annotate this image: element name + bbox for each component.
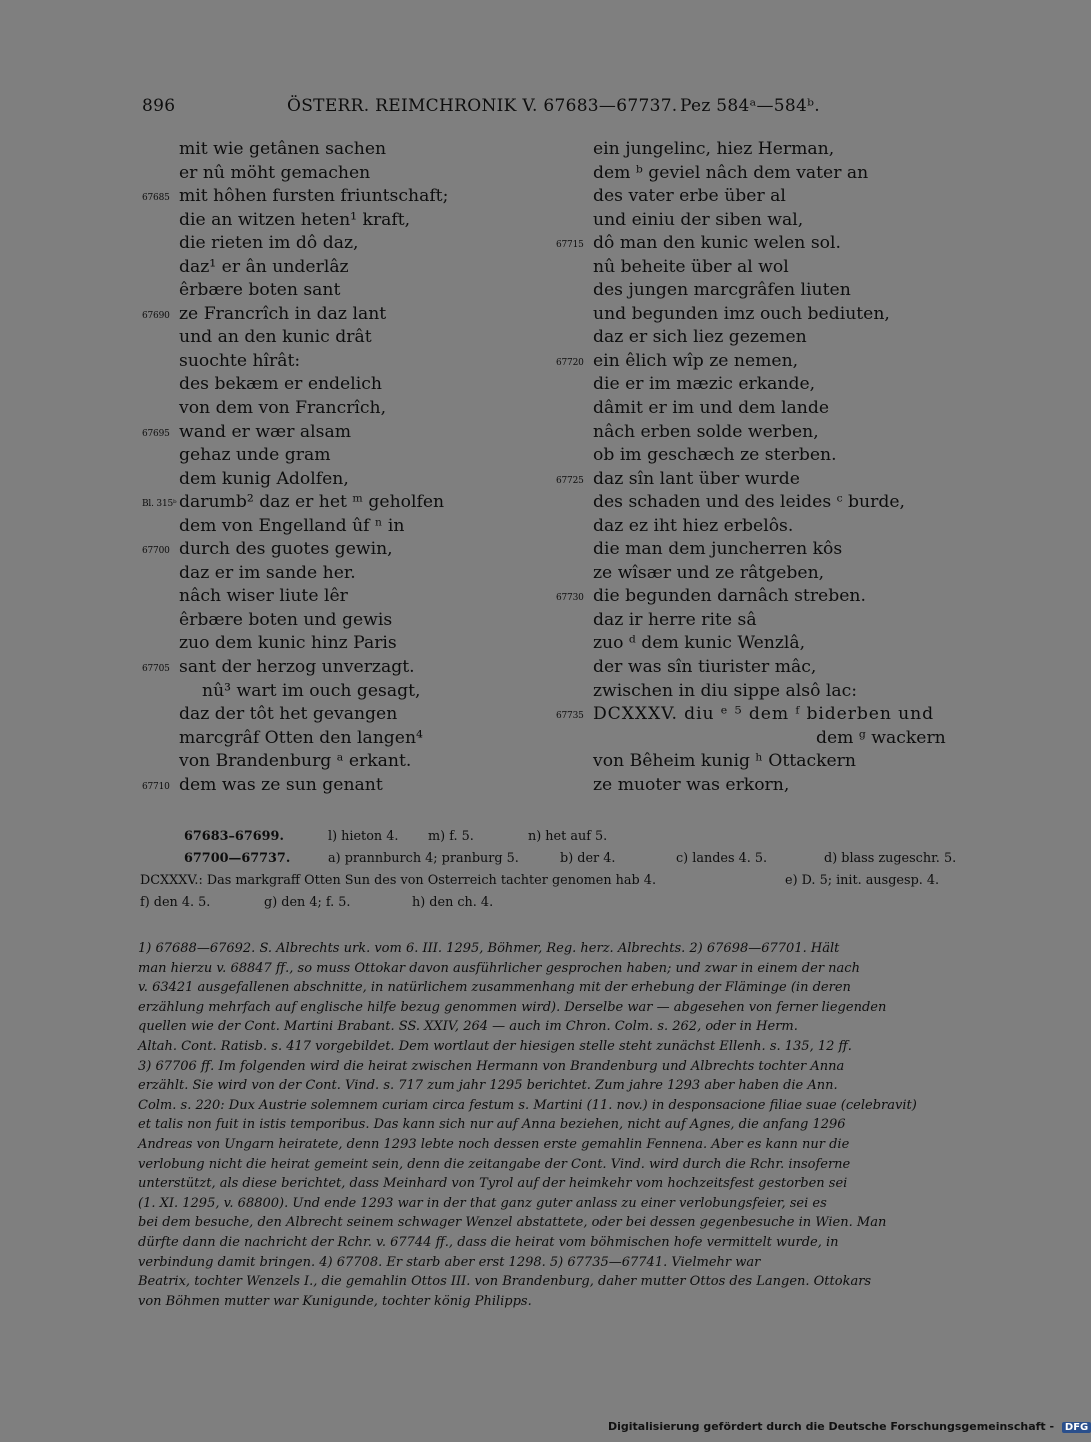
verse-text: ob im geschæch ze sterben. [593, 445, 837, 466]
verse-text: mit wie getânen sachen [179, 139, 387, 159]
verse-line [142, 703, 487, 727]
verse-text: des vater erbe über al [593, 186, 786, 207]
verse-text: und begunden imz ouch bediuten, [593, 303, 890, 324]
footnote-line: Altah. Cont. Ratisb. s. 417 vorgebildet. Dem wortlaut der hiesigen stelle steht zunächst Ellenh. s. 135, 12 ff. [138, 1038, 852, 1054]
footnote-line: man hierzu v. 68847 ff., so muss Ottokar davon ausführlicher gesprochen haben; und zwar in einem der nach [138, 960, 860, 976]
verse-line [556, 538, 966, 562]
verse-text: êrbære boten und gewis [179, 609, 393, 630]
verse-text: ein êlich wîp ze nemen, [593, 350, 799, 371]
apparatus-entry: 67683–67699. [184, 829, 284, 844]
verse-line [556, 138, 966, 162]
verse-line [142, 774, 487, 798]
footnote-line: bei dem besuche, den Albrecht seinem schwager Wenzel abstattete, oder bei dessen gegenbesuche in Wien. Man [138, 1215, 887, 1231]
verse-line [142, 303, 487, 327]
verse-line [556, 373, 966, 397]
verse-line [142, 162, 487, 186]
verse-line [556, 491, 966, 515]
verse-line [142, 326, 487, 350]
verse-line [142, 350, 487, 374]
verse-text: dem von Engelland ûf ⁿ in [179, 515, 405, 536]
verse-line [556, 585, 966, 609]
verse-line [556, 232, 966, 256]
funding-text: Digitalisierung gefördert durch die Deutsche Forschungsgemeinschaft - [608, 1420, 1055, 1433]
page-number: 896 [142, 96, 176, 116]
apparatus-row [140, 848, 966, 870]
dfg-logo: DFG [1062, 1422, 1091, 1433]
verse-text: dem ᵇ geviel nâch dem vater an [593, 162, 869, 183]
verse-text: dem kunig Adolfen, [179, 468, 349, 489]
verse-line [556, 774, 966, 798]
line-number: 67730 [556, 593, 584, 604]
apparatus-entry: 67700—67737. [184, 851, 291, 866]
verse-text: mit hôhen fursten friuntschaft; [179, 186, 449, 207]
apparatus-entry: b) der 4. [560, 851, 616, 866]
line-number: 67700 [142, 546, 170, 557]
verse-line [556, 444, 966, 468]
verse-line [556, 515, 966, 539]
verse-text: des schaden und des leides ᶜ burde, [593, 492, 905, 513]
line-number: 67705 [142, 664, 170, 675]
verse-line [556, 562, 966, 586]
verse-line [556, 162, 966, 186]
verse-text: zuo ᵈ dem kunic Wenzlâ, [593, 633, 806, 654]
verse-line [142, 632, 487, 656]
line-number: Bl. 315ᵇ [142, 499, 177, 510]
verse-text: die rieten im dô daz, [179, 233, 359, 254]
verse-line [142, 656, 487, 680]
verse-line [142, 585, 487, 609]
line-number: 67735 [556, 711, 584, 722]
verse-line [142, 491, 487, 515]
footnote-line: Beatrix, tochter Wenzels I., die gemahlin Ottos III. von Brandenburg, daher mutter Ottos des Langen. Ottokars [138, 1274, 872, 1290]
verse-line [142, 209, 487, 233]
verse-text: dem was ze sun genant [179, 774, 383, 795]
verse-text: daz er im sande her. [179, 562, 356, 583]
apparatus-row [140, 892, 966, 914]
verse-line [556, 397, 966, 421]
footnote-line: erzählt. Sie wird von der Cont. Vind. s. 717 zum jahr 1295 berichtet. Zum jahre 1293 aber haben die Ann. [138, 1078, 838, 1094]
line-number: 67690 [142, 310, 170, 321]
line-number: 67715 [556, 240, 584, 251]
footnotes [138, 939, 964, 1311]
pez-reference: Pez 584ᵃ—584ᵇ. [680, 96, 820, 116]
verse-line [556, 326, 966, 350]
verse-line [556, 303, 966, 327]
verse-text: daz der tôt het gevangen [179, 704, 398, 725]
verse-text: der was sîn tiurister mâc, [593, 657, 817, 678]
verse-text: und an den kunic drât [179, 327, 372, 348]
verse-line [142, 562, 487, 586]
verse-line [556, 656, 966, 680]
verse-text: die begunden darnâch streben. [593, 586, 866, 607]
verse-line [142, 468, 487, 492]
verse-line [556, 279, 966, 303]
apparatus-entry: c) landes 4. 5. [676, 851, 768, 866]
footnote-line: Colm. s. 220: Dux Austrie solemnem curiam circa festum s. Martini (11. nov.) in desponsacione filiae suae (celebravit) [138, 1097, 917, 1113]
line-number: 67710 [142, 781, 170, 792]
verse-text: daz er sich liez gezemen [593, 327, 807, 348]
apparatus-entry: a) prannburch 4; pranburg 5. [328, 851, 519, 866]
apparatus-entry: n) het auf 5. [528, 829, 608, 844]
apparatus-entry: m) f. 5. [428, 829, 474, 844]
verse-text: zwischen in diu sippe alsô lac: [593, 680, 858, 701]
footnote-line: erzählung mehrfach auf englische hilfe bezug genommen wird). Derselbe war — abgesehen von ferner liegenden [138, 999, 887, 1015]
verse-line [142, 515, 487, 539]
verse-text: DCXXXV. diu ᵉ ⁵ dem ᶠ biderben und [593, 704, 935, 725]
verse-text: daz sîn lant über wurde [593, 468, 800, 489]
funding-footer [608, 1420, 1089, 1436]
footnote-line: quellen wie der Cont. Martini Brabant. SS. XXIV, 264 — auch im Chron. Colm. s. 262, oder in Herm. [138, 1019, 798, 1035]
verse-line [142, 256, 487, 280]
verse-line [142, 185, 487, 209]
verse-text: daz¹ er ân underlâz [179, 256, 349, 277]
verse-line [142, 727, 487, 751]
verse-text: durch des guotes gewin, [179, 539, 393, 560]
verse-line [556, 209, 966, 233]
verse-line [556, 609, 966, 633]
line-number: 67695 [142, 428, 170, 439]
apparatus-entry: f) den 4. 5. [140, 895, 211, 910]
apparatus-entry: g) den 4; f. 5. [264, 895, 351, 910]
verse-column-left [142, 138, 487, 797]
verse-text: marcgrâf Otten den langen⁴ [179, 727, 423, 748]
verse-line [556, 727, 966, 751]
verse-text: die er im mæzic erkande, [593, 374, 816, 395]
verse-text: von dem von Francrîch, [179, 398, 387, 419]
verse-text: suochte hîrât: [179, 350, 301, 371]
verse-line [556, 256, 966, 280]
verse-line [142, 609, 487, 633]
verse-line [142, 279, 487, 303]
verse-line [556, 750, 966, 774]
verse-line [556, 680, 966, 704]
verse-line [556, 185, 966, 209]
verse-text: dô man den kunic welen sol. [593, 233, 841, 254]
verse-text: dâmit er im und dem lande [593, 398, 830, 419]
footnote-line: dürfte dann die nachricht der Rchr. v. 67744 ff., dass die heirat vom böhmischen hofe vermittelt wurde, in [138, 1234, 839, 1250]
verse-text: nû³ wart im ouch gesagt, [202, 680, 421, 701]
verse-text: zuo dem kunic hinz Paris [179, 633, 397, 654]
footnote-line: von Böhmen mutter war Kunigunde, tochter könig Philipps. [138, 1293, 532, 1309]
apparatus-entry: l) hieton 4. [328, 829, 399, 844]
footnote-line: verbindung damit bringen. 4) 67708. Er starb aber erst 1298. 5) 67735—67741. Vielmehr war [138, 1254, 761, 1270]
critical-apparatus [140, 826, 966, 914]
verse-text: ze muoter was erkorn, [593, 774, 790, 795]
verse-text: daz ir herre rite sâ [593, 609, 757, 630]
verse-line [142, 444, 487, 468]
footnote-line: (1. XI. 1295, v. 68800). Und ende 1293 war in der that ganz guter anlass zu einer verlobungsfeier, sei es [138, 1195, 827, 1211]
line-number: 67720 [556, 357, 584, 368]
footnote-line: Andreas von Ungarn heiratete, denn 1293 lebte noch dessen erste gemahlin Fennena. Aber es kann nur die [138, 1136, 850, 1152]
apparatus-row [140, 870, 966, 892]
verse-line [142, 680, 487, 704]
verse-line [556, 703, 966, 727]
apparatus-entry: h) den ch. 4. [412, 895, 494, 910]
verse-text: von Brandenburg ᵃ erkant. [179, 751, 412, 772]
verse-line [142, 373, 487, 397]
footnote-line: v. 63421 ausgefallenen abschnitte, in natürlichem zusammenhang mit der erhebung der Fläminge (in deren [138, 980, 851, 996]
verse-text: des bekæm er endelich [179, 374, 382, 395]
apparatus-entry: e) D. 5; init. ausgesp. 4. [785, 873, 940, 888]
verse-text: die man dem juncherren kôs [593, 539, 843, 560]
line-number: 67725 [556, 475, 584, 486]
verse-text: ze wîsær und ze râtgeben, [593, 562, 825, 583]
verse-text: daz ez iht hiez erbelôs. [593, 515, 794, 536]
footnote-line: unterstützt, als diese berichtet, dass Meinhard von Tyrol auf der heimkehr vom hochzeitsfest gestorben sei [138, 1176, 848, 1192]
verse-text: und einiu der siben wal, [593, 209, 804, 230]
verse-line [142, 750, 487, 774]
verse-line [142, 232, 487, 256]
verse-text: sant der herzog unverzagt. [179, 657, 415, 678]
verse-column-right [556, 138, 966, 797]
verse-text: nâch erben solde werben, [593, 421, 819, 442]
verse-text: nâch wiser liute lêr [179, 586, 348, 607]
verse-text: des jungen marcgrâfen liuten [593, 280, 851, 301]
line-number: 67685 [142, 193, 170, 204]
footnote-line: verlobung nicht die heirat gemeint sein, denn die zeitangabe der Cont. Vind. wird durch die Rchr. insoferne [138, 1156, 851, 1172]
footnote-line: 3) 67706 ff. Im folgenden wird die heirat zwischen Hermann von Brandenburg und Albrechts tochter Anna [138, 1058, 845, 1074]
verse-text: gehaz unde gram [179, 445, 331, 466]
verse-text: darumb² daz er het ᵐ geholfen [179, 492, 445, 513]
verse-line [142, 138, 487, 162]
footnote-line: 1) 67688—67692. S. Albrechts urk. vom 6. III. 1295, Böhmer, Reg. herz. Albrechts. 2) 67698—67701. Hält [138, 941, 840, 956]
verse-line [142, 397, 487, 421]
verse-line [142, 538, 487, 562]
verse-line [556, 632, 966, 656]
verse-text: ein jungelinc, hiez Herman, [593, 139, 835, 159]
verse-text: dem ᵍ wackern [816, 727, 946, 748]
verse-text: êrbære boten sant [179, 280, 341, 301]
apparatus-entry: d) blass zugeschr. 5. [824, 851, 957, 866]
apparatus-row [140, 826, 966, 848]
verse-text: wand er wær alsam [179, 421, 352, 442]
verse-text: die an witzen heten¹ kraft, [179, 209, 411, 230]
verse-line [142, 421, 487, 445]
verse-line [556, 421, 966, 445]
verse-text: ze Francrîch in daz lant [179, 303, 387, 324]
verse-line [556, 468, 966, 492]
running-title: ÖSTERR. REIMCHRONIK V. 67683—67737. [287, 96, 678, 116]
verse-text: er nû möht gemachen [179, 162, 371, 183]
footnote-line: et talis non fuit in istis temporibus. Das kann sich nur auf Anna beziehen, nicht auf Agnes, die anfang 1296 [138, 1117, 846, 1133]
apparatus-entry: DCXXXV.: Das markgraff Otten Sun des von Osterreich tachter genomen hab 4. [140, 873, 657, 888]
verse-text: nû beheite über al wol [593, 256, 789, 277]
verse-line [556, 350, 966, 374]
verse-text: von Bêheim kunig ʰ Ottackern [593, 751, 856, 772]
